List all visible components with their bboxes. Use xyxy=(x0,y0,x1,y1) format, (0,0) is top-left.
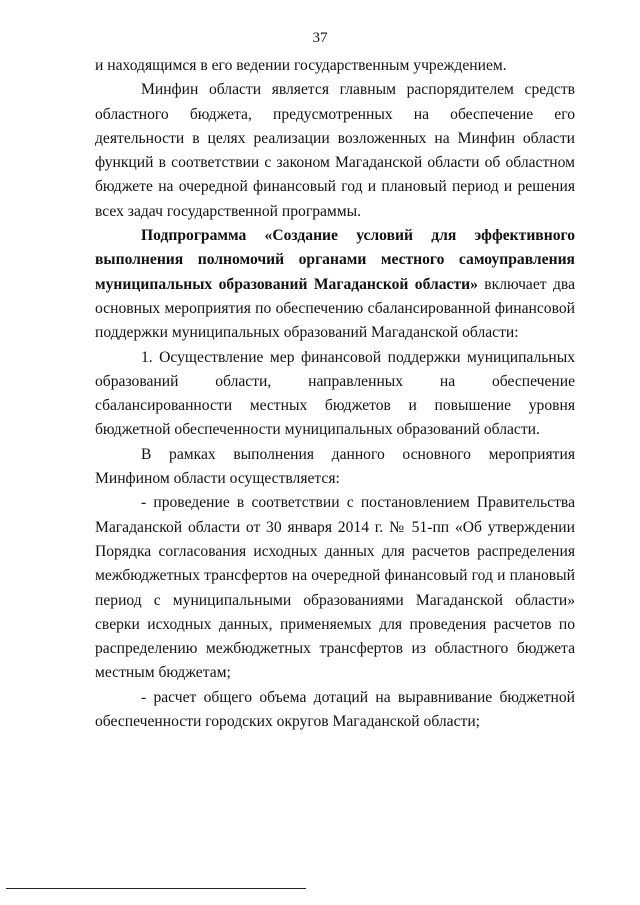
paragraph-minfin-role: Минфин области является главным распорядителем средств областного бюджета, предусмотренных на обеспечение его деятельности в целях реализации возложенных на Минфин области функций в соответствии с законом Магаданской области об областном бюджете на очередной финансовый год и плановый период и решения всех задач государственной программы. xyxy=(95,81,575,220)
paragraph-dash-1: - проведение в соответствии с постановлением Правительства Магаданской области от 30 января 2014 г. № 51-пп «Об утверждении Порядка согласования исходных данных для расчетов распределения межбюджетных трансфертов на очередной финансовый год и плановый период с муниципальными образованиями Магаданской области» сверки исходных данных, применяемых для проведения расчетов по распределению межбюджетных трансфертов из областного бюджета местным бюджетам; xyxy=(95,494,575,682)
page-number: 37 xyxy=(312,30,328,46)
bottom-rule xyxy=(6,888,306,889)
paragraph-continuation: и находящимся в его ведении государственным учреждением. xyxy=(95,57,507,74)
subprogram-description: включает два основных мероприятия по обеспечению сбалансированной финансовой поддержки муниципальных образований Магаданской области: xyxy=(95,275,575,342)
paragraph-dash-2: - расчет общего объема дотаций на выравнивание бюджетной обеспеченности городских округов Магаданской области; xyxy=(95,688,575,731)
subprogram-title: Подпрограмма «Создание условий для эффективного выполнения полномочий органами местного самоуправления муниципальных образований Магаданской области» xyxy=(95,227,575,293)
paragraph-within-framework: В рамках выполнения данного основного мероприятия Минфином области осуществляется: xyxy=(95,445,575,488)
paragraph-subprogram xyxy=(95,224,575,345)
document-body xyxy=(95,54,575,734)
paragraph-item-1: 1. Осуществление мер финансовой поддержки муниципальных образований области, направленных на обеспечение сбалансированности местных бюджетов и повышение уровня бюджетной обеспеченности муниципальных образований области. xyxy=(95,348,575,439)
